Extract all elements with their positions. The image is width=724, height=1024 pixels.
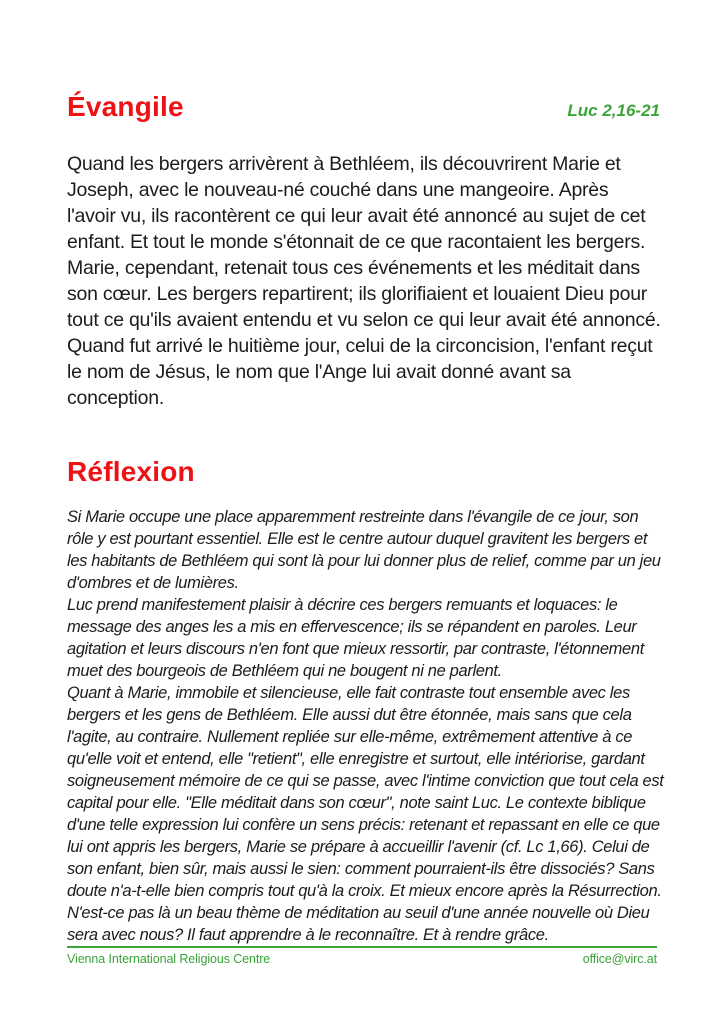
gospel-header <box>67 92 660 123</box>
footer-organization: Vienna International Religious Centre <box>67 952 271 966</box>
reflection-heading: Réflexion <box>67 456 195 487</box>
reflection-paragraph: Luc prend manifestement plaisir à décrire ces bergers remuants et loquaces: le message des anges les a mis en effervescence; ils se répandent en paroles. Leur agitation et leurs discours n'en font que mieux ressortir, par contraste, l'étonnement muet des bourgeois de Bethléem qui ne bougent ni ne parlent. <box>67 596 644 680</box>
page-footer <box>67 946 657 966</box>
gospel-text: Quand les bergers arrivèrent à Bethléem, ils découvrirent Marie et Joseph, avec le nouveau-né couché dans une mangeoire. Après l'avoir vu, ils racontèrent ce qui leur avait été annoncé au sujet de cet enfant. Et tout le monde s'étonnait de ce que racontaient les bergers. Marie, cependant, retenait tous ces événements et les méditait dans son cœur. Les bergers repartirent; ils glorifiaient et louaient Dieu pour tout ce qu'ils avaient entendu et vu selon ce qui leur avait été annoncé. Quand fut arrivé le huitième jour, celui de la circoncision, l'enfant reçut le nom de Jésus, le nom que l'Ange lui avait donné avant sa conception. <box>67 153 661 409</box>
gospel-heading: Évangile <box>67 91 184 122</box>
reflection-paragraph: Quant à Marie, immobile et silencieuse, elle fait contraste tout ensemble avec les bergers et les gens de Bethléem. Elle aussi dut être étonnée, mais sans que cela l'agite, au contraire. Nullement repliée sur elle-même, extrêmement attentive à ce qu'elle voit et entend, elle "retient", elle enregistre et surtout, elle intériorise, gardant soigneusement mémoire de ce qui se passe, avec l'intime conviction que tout cela est capital pour elle. "Elle méditait dans son cœur", note saint Luc. Le contexte biblique d'une telle expression lui confère un sens précis: retenant et repassant en elle ce que lui ont appris les bergers, Marie se prépare à accueillir l'avenir (cf. Lc 1,66). Celui de son enfant, bien sûr, mais aussi le sien: comment pourraient-ils être dissociés? Sans doute n'a-t-elle bien compris tout qu'à la croix. Et mieux encore après la Résurrection. N'est-ce pas là un beau thème de méditation au seuil d'une année nouvelle où Dieu sera avec nous? Il faut apprendre à le reconnaître. Et à rendre grâce. <box>67 684 664 944</box>
reflection-text <box>67 506 664 946</box>
footer-email: office@virc.at <box>582 952 657 966</box>
footer-row <box>67 952 657 966</box>
scripture-reference: Luc 2,16-21 <box>567 101 660 120</box>
footer-rule <box>67 946 657 948</box>
reflection-paragraph: Si Marie occupe une place apparemment restreinte dans l'évangile de ce jour, son rôle y est pourtant essentiel. Elle est le centre autour duquel gravitent les bergers et les habitants de Bethléem qui sont là pour lui donner plus de relief, comme par un jeu d'ombres et de lumières. <box>67 508 661 592</box>
reflection-header <box>67 457 195 488</box>
